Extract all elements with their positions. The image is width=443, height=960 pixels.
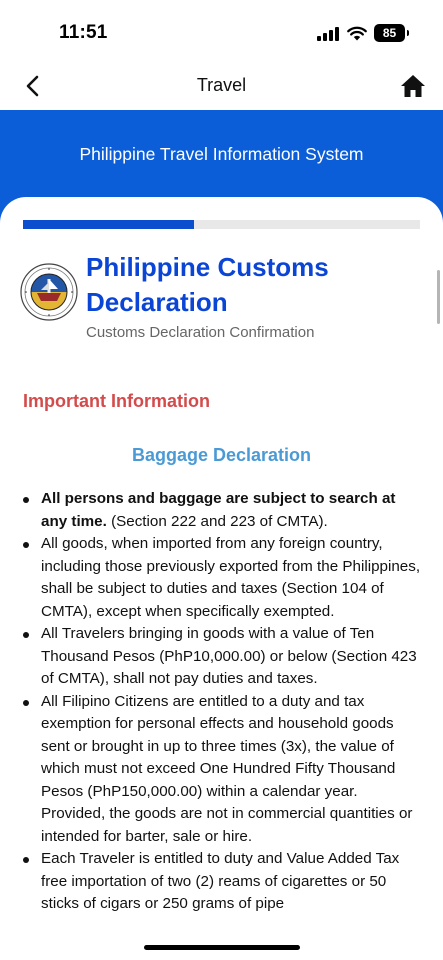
- declaration-list: [23, 488, 423, 916]
- status-bar: [0, 0, 443, 64]
- home-indicator[interactable]: [144, 945, 300, 950]
- important-information-heading: Important Information: [23, 391, 210, 411]
- baggage-declaration-heading: Baggage Declaration: [131, 445, 312, 465]
- bureau-of-customs-seal-icon: [20, 263, 78, 321]
- list-item-bold: All persons and baggage are subject to search at any time.: [41, 490, 396, 530]
- list-item-text: All Travelers bringing in goods with a value of Ten Thousand Pesos (PhP10,000.00) or below (Section 423 of CMTA), shall not pay duties and taxes.: [41, 625, 417, 687]
- list-item-text: All goods, when imported from any foreign country, including those previously exported from the Philippines, shall be subject to duties and taxes (Section 104 of CMTA), except when specifically exempted.: [41, 535, 421, 620]
- page-title: Philippine Customs Declaration: [86, 252, 329, 317]
- status-time: 11:51: [59, 22, 108, 43]
- nav-bar: [0, 64, 443, 110]
- nav-title: Travel: [196, 75, 247, 95]
- list-item-text: All Filipino Citizens are entitled to a duty and tax exemption for personal effects and household goods sent or brought in up to three times (3x), the value of which must not exceed One Hundred Fifty Thousand Pesos (PhP150,000.00) within a calendar year. Provided, the goods are not in commercial quantities or intended for barter, sale or hire.: [41, 692, 413, 845]
- list-item: [23, 488, 423, 533]
- progress-bar: [23, 220, 420, 229]
- progress-fill: [23, 220, 194, 229]
- wifi-icon: [347, 25, 367, 41]
- list-item: [23, 848, 423, 916]
- page-subtitle: Customs Declaration Confirmation: [86, 324, 315, 341]
- scrollbar[interactable]: [437, 270, 440, 324]
- list-item-text: (Section 222 and 223 of CMTA).: [106, 512, 328, 530]
- home-icon[interactable]: [399, 72, 427, 100]
- list-item-text: Each Traveler is entitled to duty and Value Added Tax free importation of two (2) reams of cigarettes or 50 sticks of cigars or 250 grams of pipe: [41, 850, 400, 912]
- list-item: [23, 623, 423, 691]
- list-item: [23, 533, 423, 623]
- list-item: [23, 691, 423, 849]
- battery-icon: 85: [374, 24, 405, 42]
- hero-title: Philippine Travel Information System: [79, 144, 364, 164]
- signal-icon: [317, 27, 341, 41]
